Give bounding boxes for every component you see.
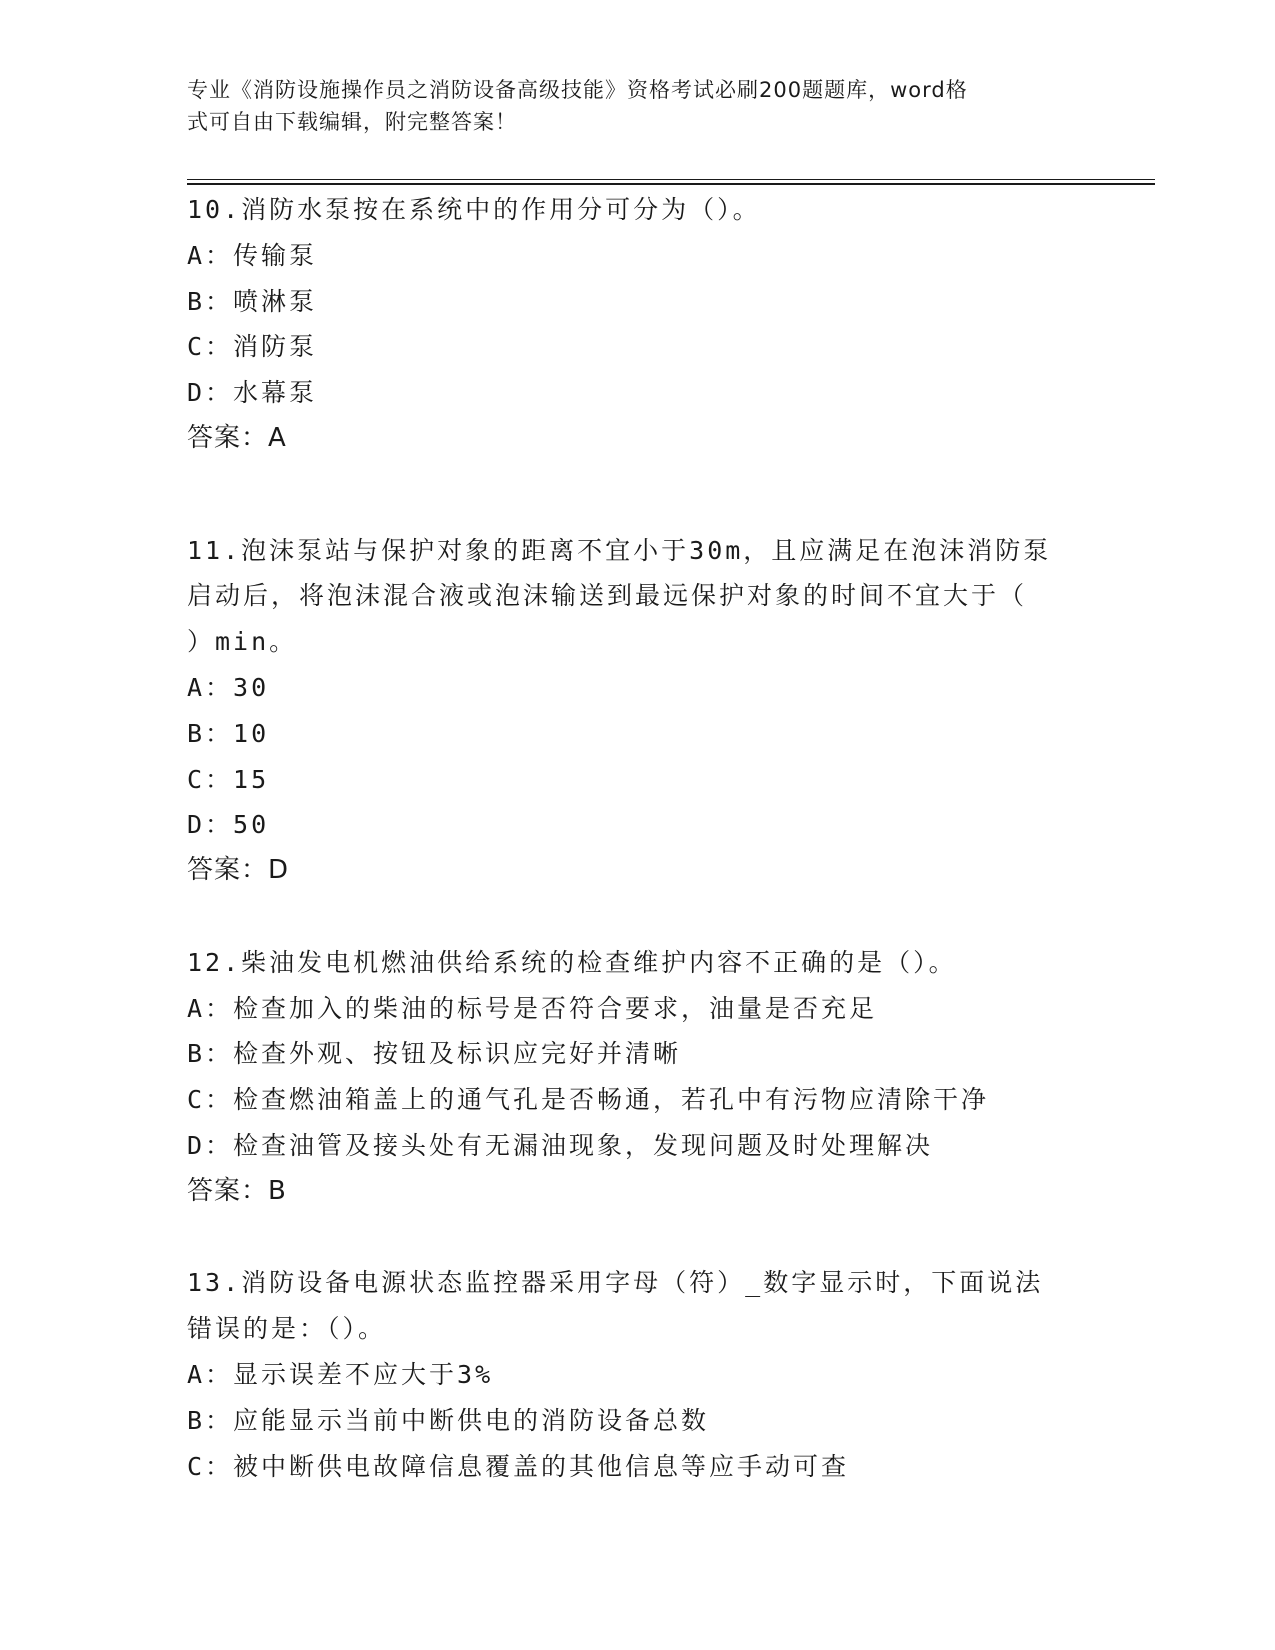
answer: 答案：B bbox=[187, 1175, 287, 1206]
question-spacer bbox=[187, 1215, 1087, 1261]
option-b: B：10 bbox=[187, 718, 270, 748]
question-text: 13.消防设备电源状态监控器采用字母（符）_数字显示时，下面说法 bbox=[187, 1268, 1044, 1298]
option-d: D：检查油管及接头处有无漏油现象，发现问题及时处理解决 bbox=[187, 1130, 934, 1160]
option-d: D：水幕泵 bbox=[187, 378, 318, 408]
question-text: ）min。 bbox=[187, 627, 298, 657]
option-c: C：被中断供电故障信息覆盖的其他信息等应手动可查 bbox=[187, 1451, 850, 1481]
question-list bbox=[187, 187, 1087, 1489]
question-12 bbox=[187, 940, 1087, 1215]
answer: 答案：A bbox=[187, 422, 287, 453]
option-d: D：50 bbox=[187, 810, 270, 840]
question-13 bbox=[187, 1260, 1087, 1489]
header-divider-thin bbox=[187, 179, 1155, 180]
option-c: C：消防泵 bbox=[187, 332, 318, 362]
question-text: 11.泡沫泵站与保护对象的距离不宜小于30m，且应满足在泡沫消防泵 bbox=[187, 535, 1052, 565]
option-c: C：检查燃油箱盖上的通气孔是否畅通，若孔中有污物应清除干净 bbox=[187, 1085, 990, 1115]
answer: 答案：D bbox=[187, 855, 290, 886]
question-spacer bbox=[187, 894, 1087, 940]
question-spacer bbox=[187, 508, 1087, 528]
option-b: B：应能显示当前中断供电的消防设备总数 bbox=[187, 1405, 710, 1435]
option-a: A：30 bbox=[187, 672, 270, 702]
question-text: 12.柴油发电机燃油供给系统的检查维护内容不正确的是（）。 bbox=[187, 947, 957, 977]
header-line-2: 式可自由下载编辑，附完整答案！ bbox=[187, 110, 517, 134]
document-header bbox=[187, 74, 1067, 138]
question-text: 启动后，将泡沫混合液或泡沫输送到最远保护对象的时间不宜大于（ bbox=[187, 581, 1028, 611]
question-text: 错误的是：（）。 bbox=[187, 1314, 387, 1344]
question-text: 10.消防水泵按在系统中的作用分可分为（）。 bbox=[187, 195, 761, 224]
question-11 bbox=[187, 528, 1087, 894]
option-a: A：显示误差不应大于3% bbox=[187, 1359, 494, 1389]
option-a: A：检查加入的柴油的标号是否符合要求，油量是否充足 bbox=[187, 993, 878, 1023]
option-b: B：检查外观、按钮及标识应完好并清晰 bbox=[187, 1039, 682, 1069]
question-10 bbox=[187, 187, 1087, 462]
option-a: A：传输泵 bbox=[187, 240, 318, 270]
option-c: C：15 bbox=[187, 764, 270, 794]
question-spacer bbox=[187, 462, 1087, 508]
header-divider-thick bbox=[187, 183, 1155, 185]
option-b: B：喷淋泵 bbox=[187, 286, 318, 316]
header-line-1: 专业《消防设施操作员之消防设备高级技能》资格考试必刷200题题库，word格 bbox=[187, 78, 968, 102]
